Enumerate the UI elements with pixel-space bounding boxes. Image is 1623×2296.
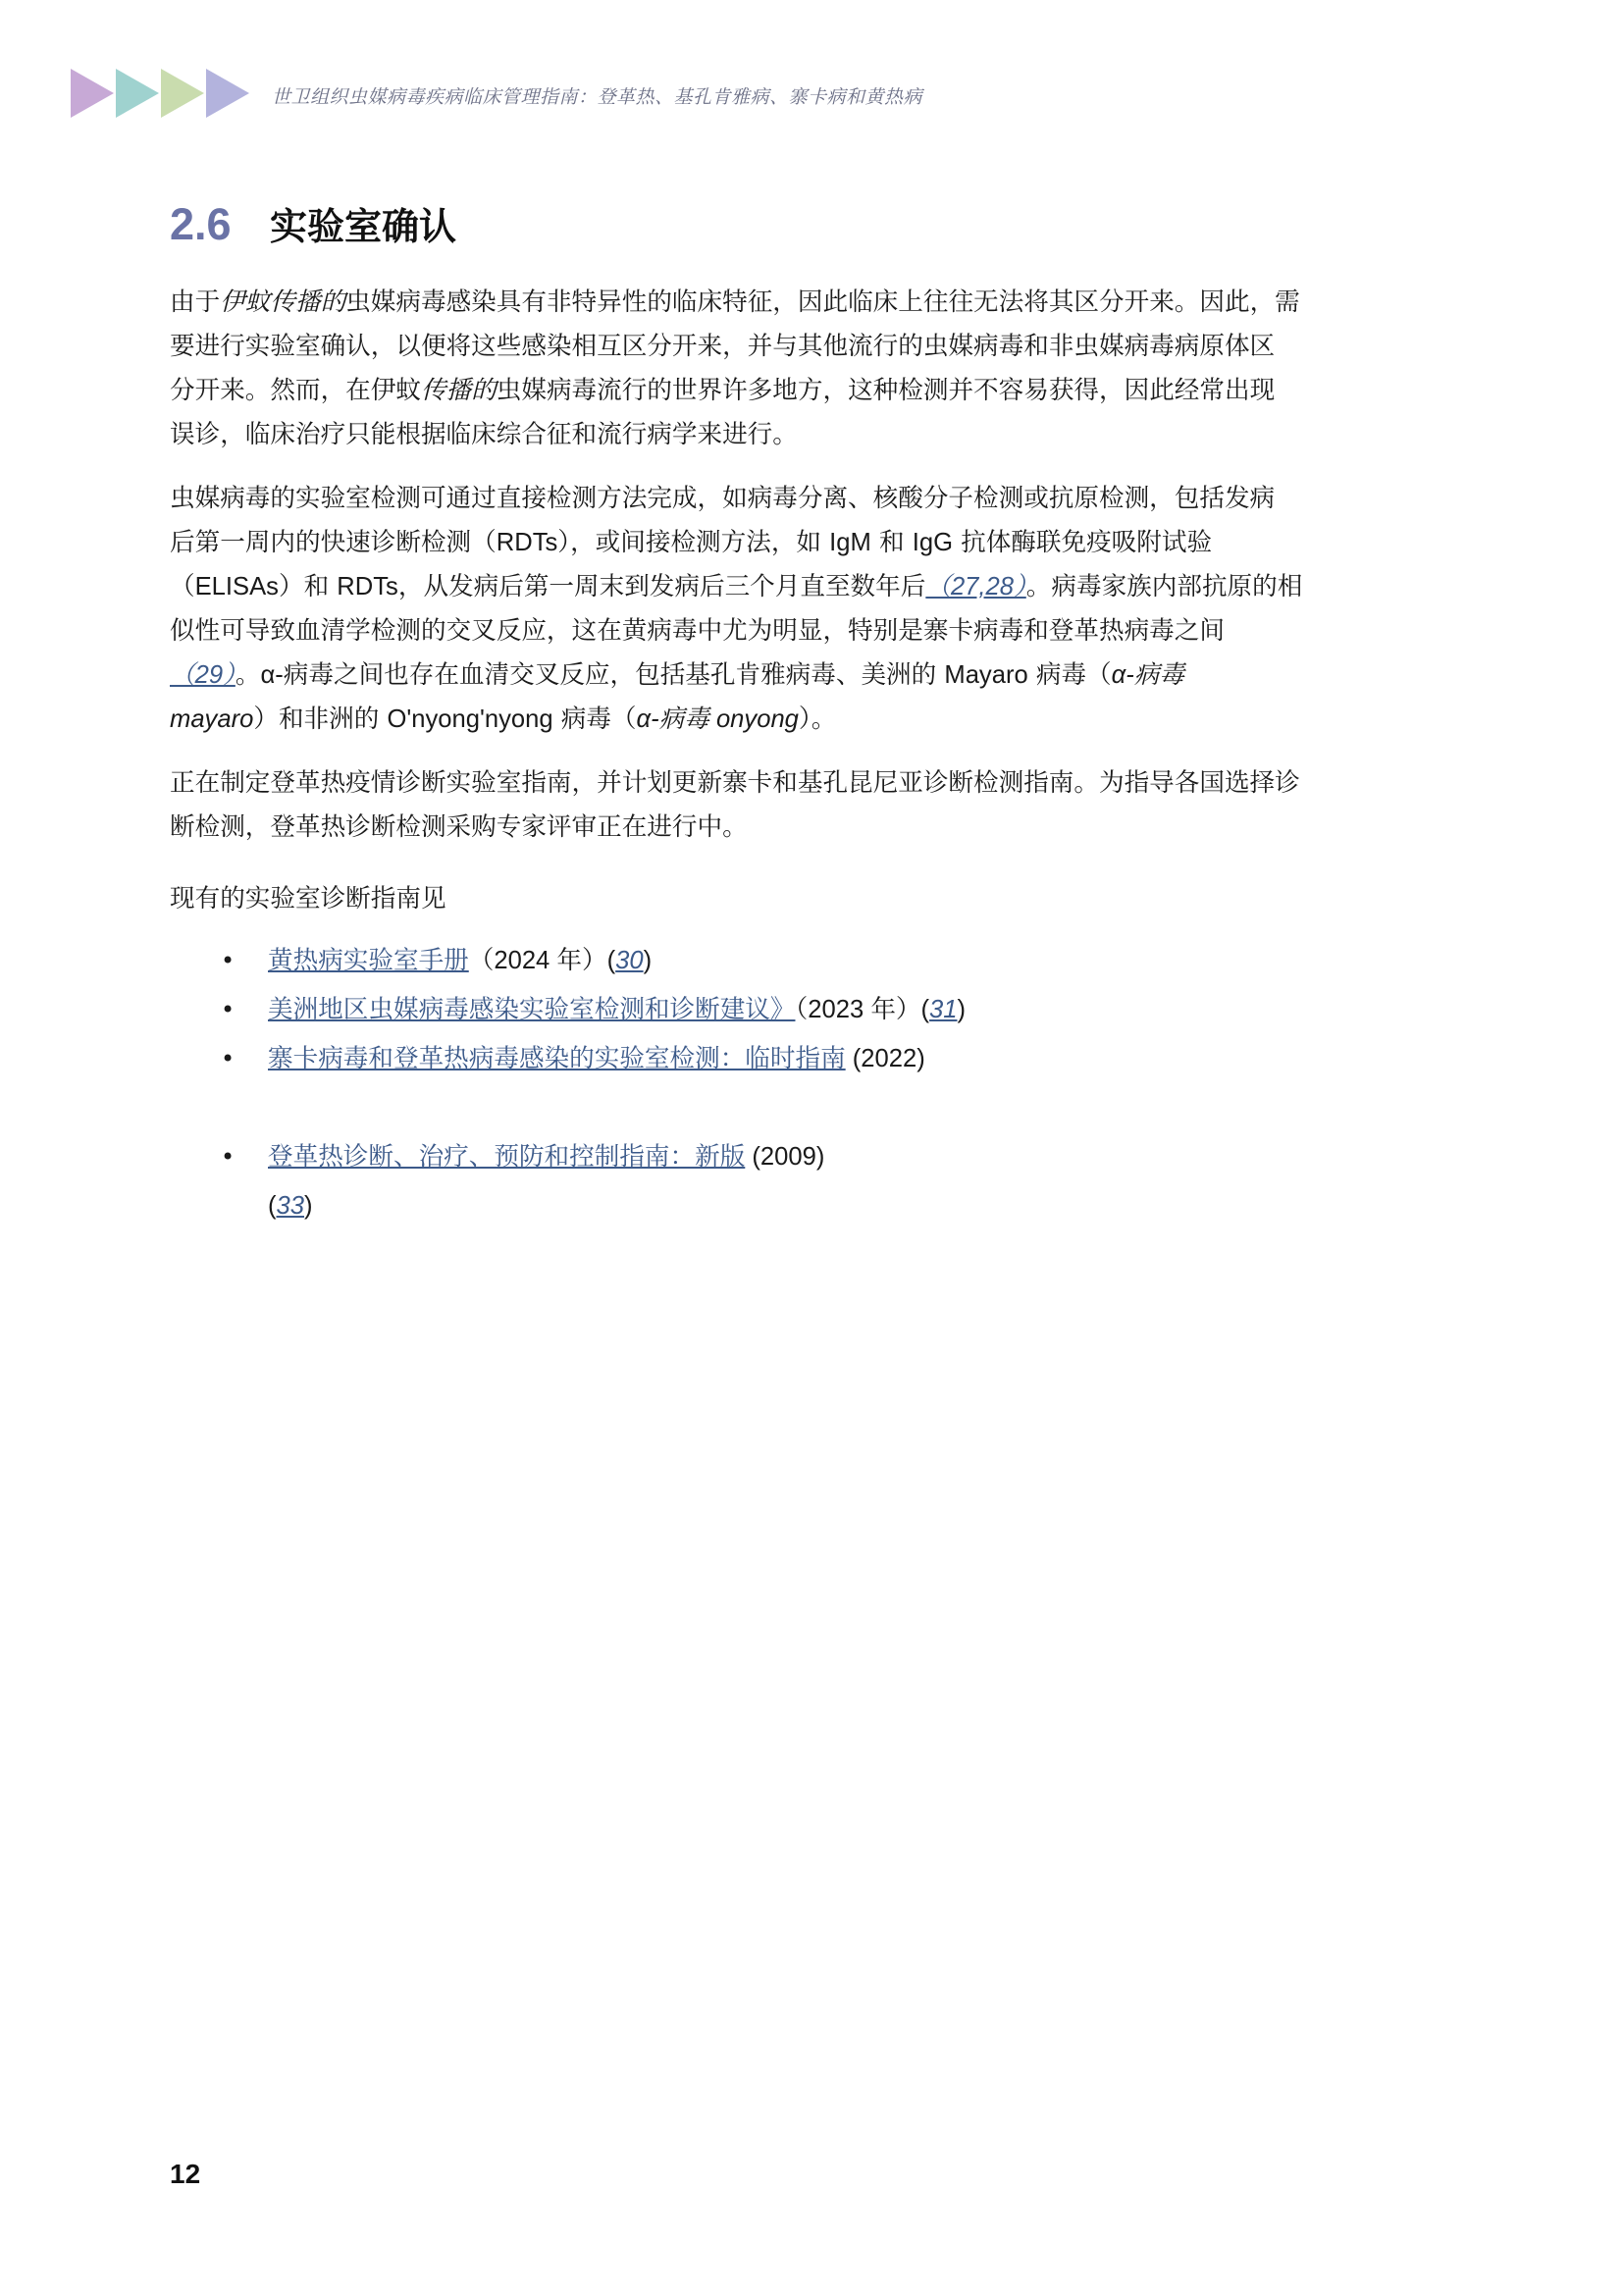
- text-line: 正在制定登革热疫情诊断实验室指南，并计划更新寨卡和基孔昆尼亚诊断检测指南。为指导各国选择诊: [170, 768, 1300, 798]
- bullet-icon: •: [221, 1045, 236, 1072]
- bullet-icon: •: [221, 947, 236, 974]
- bullet-icon: •: [221, 1143, 236, 1171]
- text-line: （29）。α-病毒之间也存在血清交叉反应，包括基孔肯雅病毒、美洲的 Mayaro 病毒（α-病毒: [170, 660, 1184, 690]
- ref-year: (2009): [745, 1143, 825, 1171]
- list-item: [170, 1034, 1455, 1083]
- section-heading: [170, 196, 1455, 259]
- paragraph-3: [170, 761, 1455, 850]
- guideline-link[interactable]: 寨卡病毒和登革热病毒感染的实验室检测：临时指南: [268, 1044, 846, 1073]
- text-line: （ELISAs）和 RDTs，从发病后第一周末到发病后三个月直至数年后（27,28）。病毒家族内部抗原的相: [170, 572, 1303, 601]
- ref-year: （2024 年）: [468, 947, 607, 974]
- triangle-icon: [206, 69, 249, 118]
- text-line: mayaro）和非洲的 O'nyong'nyong 病毒（α-病毒 onyong）。: [170, 704, 837, 734]
- reference-list: [170, 936, 1455, 1230]
- references-intro: 现有的实验室诊断指南见: [170, 884, 446, 913]
- citation-link[interactable]: 31: [929, 996, 958, 1023]
- paragraph-1: [170, 281, 1455, 457]
- paragraph-2: [170, 477, 1455, 742]
- text-line: 虫媒病毒的实验室检测可通过直接检测方法完成，如病毒分离、核酸分子检测或抗原检测，包括发病: [170, 484, 1276, 513]
- list-item: • 黄热病实验室手册（2024 年）(30): [170, 936, 1455, 985]
- triangle-icon: [161, 69, 204, 118]
- text-line: 误诊，临床治疗只能根据临床综合征和流行病学来进行。: [170, 420, 798, 449]
- citation-link[interactable]: （27,28）: [925, 573, 1026, 600]
- ref-year: （2023 年）: [795, 996, 921, 1023]
- citation-link[interactable]: 33: [276, 1192, 304, 1220]
- text-line: 断检测，登革热诊断检测采购专家评审正在进行中。: [170, 812, 748, 842]
- guideline-link[interactable]: 黄热病实验室手册: [268, 946, 469, 975]
- guideline-link[interactable]: 登革热诊断、治疗、预防和控制指南：新版: [268, 1142, 746, 1172]
- text-line: 分开来。然而，在伊蚊传播的虫媒病毒流行的世界许多地方，这种检测并不容易获得，因此经常出现: [170, 376, 1276, 405]
- page-number: 12: [170, 2159, 201, 2189]
- triangle-icon: [116, 69, 159, 118]
- list-item: • 登革热诊断、治疗、预防和控制指南：新版 (2009) (33): [170, 1132, 1455, 1230]
- running-title: 世卫组织虫媒病毒疾病临床管理指南：登革热、基孔肯雅病、寨卡病和黄热病: [272, 86, 923, 108]
- ref-year: (2022): [845, 1045, 925, 1072]
- text-line: 由于伊蚊传播的虫媒病毒感染具有非特异性的临床特征，因此临床上往往无法将其区分开来。因此，需: [170, 287, 1300, 317]
- page-header: [71, 69, 1562, 120]
- citation-link[interactable]: 30: [615, 947, 644, 974]
- guideline-link[interactable]: 美洲地区虫媒病毒感染实验室检测和诊断建议》: [268, 995, 796, 1024]
- bullet-icon: •: [221, 996, 236, 1023]
- section-title: 实验室确认: [270, 205, 457, 248]
- citation-link[interactable]: （29）: [170, 661, 236, 689]
- triangle-icon: [71, 69, 114, 118]
- list-item: • 美洲地区虫媒病毒感染实验室检测和诊断建议》（2023 年）(31): [170, 985, 1455, 1034]
- section-number: 2.6: [170, 199, 232, 249]
- text-line: 后第一周内的快速诊断检测（RDTs），或间接检测方法，如 IgM 和 IgG 抗体酶联免疫吸附试验: [170, 528, 1213, 557]
- text-line: 要进行实验室确认，以便将这些感染相互区分开来，并与其他流行的虫媒病毒和非虫媒病毒病原体区: [170, 332, 1276, 361]
- section-lab-confirmation: [170, 196, 1455, 1230]
- text-line: 似性可导致血清学检测的交叉反应，这在黄病毒中尤为明显，特别是寨卡病毒和登革热病毒之间: [170, 616, 1225, 646]
